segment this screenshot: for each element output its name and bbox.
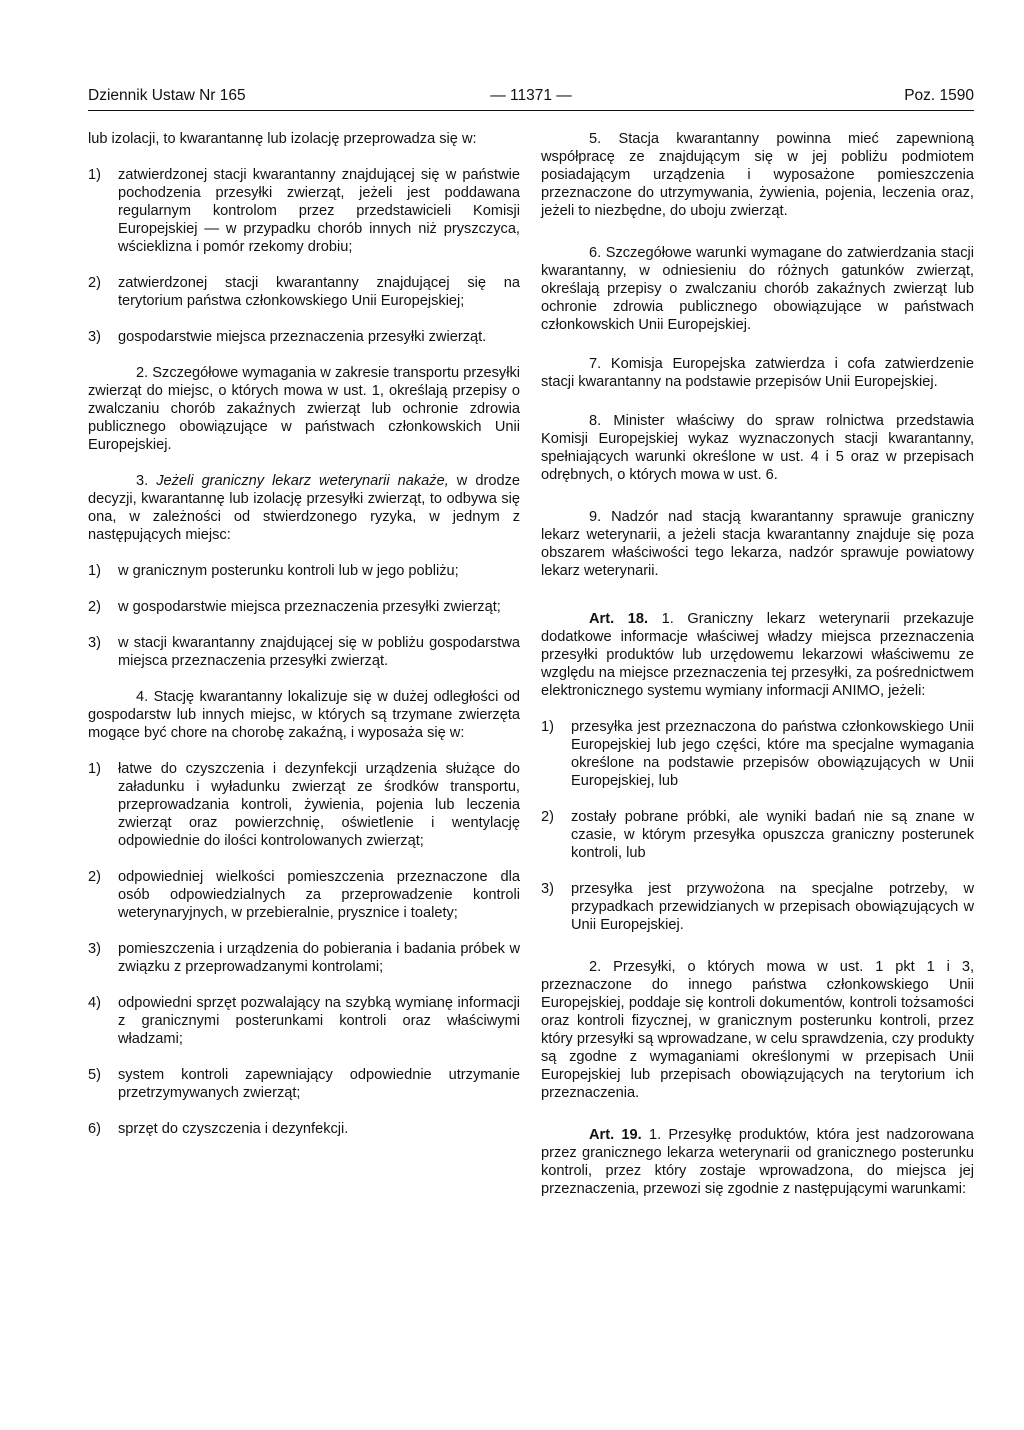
- article-19: [541, 1126, 974, 1198]
- list-item: [88, 994, 520, 1048]
- paragraph: 6. Szczegółowe warunki wymagane do zatwierdzania stacji kwarantanny, w odniesieniu do różnych gatunków zwierząt, określają przepisy o zwalczaniu chorób zakaźnych zwierząt lub ochronie zdrowia publicznego obowiązujące w państwach członkowskich Unii Europejskiej.: [541, 245, 974, 333]
- paragraph: [88, 472, 520, 544]
- list-number: 2): [541, 809, 554, 825]
- paragraph: 2. Przesyłki, o których mowa w ust. 1 pkt 1 i 3, przeznaczone do innego państwa członkowskiego Unii Europejskiej, poddaje się kontroli dokumentów, kontroli tożsamości oraz kontroli fizycznej, w granicznym posterunku kontroli, przez który przesyłki są wprowadzane, w celu sprawdzenia, czy produkty są zgodne z wymaganiami określonymi w przepisach Unii Europejskiej lub przepisach obowiązujących na terytorium ich przeznaczenia.: [541, 959, 974, 1101]
- list-number: 5): [88, 1067, 101, 1083]
- italic-text: Jeżeli graniczny lekarz weterynarii nakaże,: [156, 473, 449, 489]
- list-item: [88, 940, 520, 976]
- article-label: Art. 19.: [589, 1127, 642, 1143]
- list-text: odpowiedni sprzęt pozwalający na szybką wymianę informacji z granicznymi posterunkami kontroli oraz właściwymi władzami;: [118, 995, 520, 1047]
- list-text: odpowiedniej wielkości pomieszczenia przeznaczone dla osób odpowiedzialnych za przeprowadzenie kontroli weterynaryjnych, w przebieralnie, prysznice i toalety;: [118, 869, 520, 921]
- position-number: Poz. 1590: [904, 87, 974, 104]
- list-item: [541, 718, 974, 790]
- list-item: [541, 880, 974, 934]
- paragraph: 4. Stację kwarantanny lokalizuje się w dużej odległości od gospodarstw lub innych miejsc, w których są trzymane zwierzęta mogące być chore na chorobę zakaźną, i wyposaża się w:: [88, 689, 520, 741]
- list-item: [88, 598, 520, 616]
- paragraph: 9. Nadzór nad stacją kwarantanny sprawuje graniczny lekarz weterynarii, a jeżeli stacja kwarantanny znajduje się poza obszarem właściwości tego lekarza, nadzór sprawuje powiatowy lekarz weterynarii.: [541, 509, 974, 579]
- list-item: [88, 868, 520, 922]
- right-column: [541, 130, 974, 1198]
- list-number: 2): [88, 275, 101, 291]
- paragraph-number: 3.: [136, 473, 149, 489]
- page-header: [88, 86, 974, 111]
- list-number: 1): [541, 719, 554, 735]
- list-text: przesyłka jest przywożona na specjalne potrzeby, w przypadkach przewidzianych w przepisach obowiązujących w Unii Europejskiej.: [571, 881, 974, 933]
- list-text: w gospodarstwie miejsca przeznaczenia przesyłki zwierząt;: [118, 599, 501, 615]
- list-number: 2): [88, 869, 101, 885]
- list-item: [88, 1120, 520, 1138]
- list-item: [541, 808, 974, 862]
- list-item: [88, 562, 520, 580]
- journal-title: Dziennik Ustaw Nr 165: [88, 87, 246, 104]
- list-number: 3): [88, 941, 101, 957]
- list-text: gospodarstwie miejsca przeznaczenia przesyłki zwierząt.: [118, 329, 487, 345]
- paragraph-text: w drodze decyzji, kwarantannę lub izolację przesyłki zwierząt, to odbywa się ona, w zależności od stwierdzonego ryzyka, w jednym z następujących miejsc:: [88, 473, 520, 543]
- list-item: [88, 760, 520, 850]
- list-text: przesyłka jest przeznaczona do państwa członkowskiego Unii Europejskiej lub jego części, które ma specjalne wymagania określone na podstawie przepisów obowiązujących w Unii Europejskiej, lub: [571, 719, 974, 789]
- left-column: [88, 130, 520, 1138]
- list-text: w stacji kwarantanny znajdującej się w pobliżu gospodarstwa miejsca przeznaczenia przesyłki zwierząt.: [118, 635, 520, 669]
- list-number: 1): [88, 563, 101, 579]
- list-item: [88, 328, 520, 346]
- list-text: sprzęt do czyszczenia i dezynfekcji.: [118, 1121, 349, 1137]
- page-number: — 11371 —: [490, 87, 572, 104]
- list-item: [88, 166, 520, 256]
- list-text: zostały pobrane próbki, ale wyniki badań nie są znane w czasie, w którym przesyłka opuszcza graniczny posterunek kontroli, lub: [571, 809, 974, 861]
- list-text: zatwierdzonej stacji kwarantanny znajdującej się na terytorium państwa członkowskiego Unii Europejskiej;: [118, 275, 520, 309]
- article-text: 1. Graniczny lekarz weterynarii przekazuje dodatkowe informacje właściwej władzy miejsca przeznaczenia przesyłki produktów lub urzędowemu lekarzowi właściwemu ze względu na miejsce przeznaczenia tej przesyłki, za pośrednictwem elektronicznego systemu wymiany informacji ANIMO, jeżeli:: [541, 611, 974, 699]
- list-number: 4): [88, 995, 101, 1011]
- list-number: 6): [88, 1121, 101, 1137]
- list-item: [88, 274, 520, 310]
- list-text: zatwierdzonej stacji kwarantanny znajdującej się w państwie pochodzenia przesyłki zwierząt, jeżeli jest poddawana regularnym kontrolom przez przedstawicieli Komisji Europejskiej — w przypadku chorób innych niż pryszczyca, wścieklizna i pomór rzekomy drobiu;: [118, 167, 520, 255]
- list-item: [88, 634, 520, 670]
- paragraph: 7. Komisja Europejska zatwierdza i cofa zatwierdzenie stacji kwarantanny na podstawie przepisów Unii Europejskiej.: [541, 356, 974, 390]
- article-label: Art. 18.: [589, 611, 649, 627]
- article-text: 1. Przesyłkę produktów, która jest nadzorowana przez granicznego lekarza weterynarii od granicznego posterunku kontroli, przez który zostaje wprowadzona, do miejsca jej przeznaczenia, przewozi się zgodnie z następującymi warunkami:: [541, 1127, 975, 1197]
- article-18: [541, 610, 974, 700]
- list-number: 3): [541, 881, 554, 897]
- list-text: system kontroli zapewniający odpowiednie utrzymanie przetrzymywanych zwierząt;: [118, 1067, 520, 1101]
- list-number: 2): [88, 599, 101, 615]
- paragraph-continuation: lub izolacji, to kwarantannę lub izolację przeprowadza się w:: [88, 131, 477, 147]
- paragraph: 2. Szczegółowe wymagania w zakresie transportu przesyłki zwierząt do miejsc, o których mowa w ust. 1, określają przepisy o zwalczaniu chorób zakaźnych zwierząt lub ochronie zdrowia publicznego obowiązujące w państwach członkowskich Unii Europejskiej.: [88, 365, 520, 453]
- list-number: 3): [88, 329, 101, 345]
- list-number: 1): [88, 761, 101, 777]
- paragraph: 8. Minister właściwy do spraw rolnictwa przedstawia Komisji Europejskiej wykaz wyznaczonych stacji kwarantanny, spełniających warunki określone w ust. 4 i 5 oraz w przepisach odrębnych, o których mowa w ust. 6.: [541, 413, 974, 483]
- list-item: [88, 1066, 520, 1102]
- list-text: pomieszczenia i urządzenia do pobierania i badania próbek w związku z przeprowadzanymi kontrolami;: [118, 941, 520, 975]
- paragraph: 5. Stacja kwarantanny powinna mieć zapewnioną współpracę ze znajdującym się w jej pobliżu podmiotem posiadającym urządzenia i wyposażone pomieszczenia przeznaczone do utrzymywania, żywienia, pojenia, leczenia oraz, jeżeli to niezbędne, do uboju zwierząt.: [541, 131, 974, 219]
- list-text: w granicznym posterunku kontroli lub w jego pobliżu;: [118, 563, 459, 579]
- list-number: 3): [88, 635, 101, 651]
- list-number: 1): [88, 167, 101, 183]
- list-text: łatwe do czyszczenia i dezynfekcji urządzenia służące do załadunku i wyładunku zwierząt ze środków transportu, przeprowadzania kontroli, żywienia, pojenia lub leczenia zwierząt oraz powierzchnię, oświetlenie i wentylację odpowiednie do ilości kontrolowanych zwierząt;: [118, 761, 520, 849]
